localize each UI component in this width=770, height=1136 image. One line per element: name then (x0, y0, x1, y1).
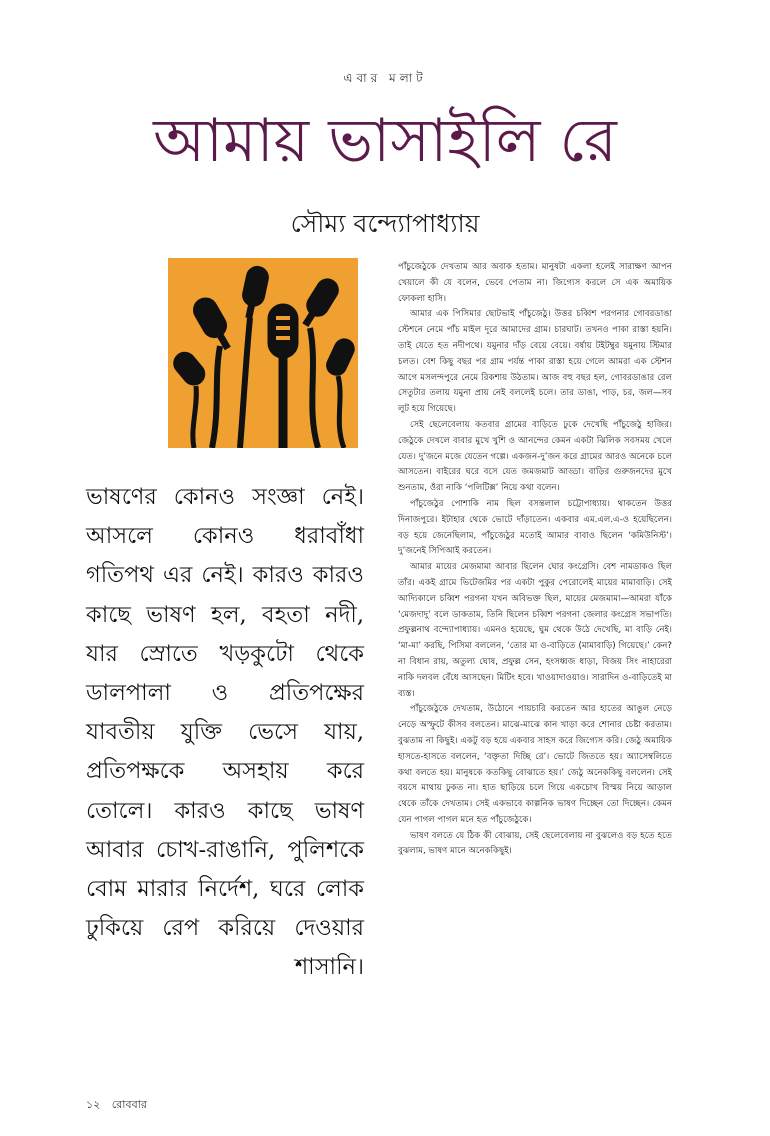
article-paragraph: সেই ছেলেবেলায় কতবার গ্রামের বাড়িতে ঢুকে দেখেছি পাঁচুজেঠু হাজির। জেঠুকে দেখলে বাবার মুখে খুশি ও আনন্দের কেমন একটা ঝিলিক সবসময় খেলে যেত। দু’জনে মজে যেতেন গল্পে। একজন-দু’জন করে গ্রামের আরও অনেকে চলে আসতেন। বাইরের ঘরে বসে যেত জমজমাট আড্ডা। বাড়ির গুরুজনদের মুখে শুনতাম, ওঁরা নাকি ‘পলিটিক্স’ নিয়ে কথা বলেন। (398, 419, 672, 494)
microphone-4 (296, 275, 342, 331)
article-paragraph: পাঁচুজেঠুকে দেখতাম আর অবাক হতাম। মানুষটা একলা হলেই সারাক্ষণ আপন খেয়ালে কী যে বলেন, ভেবে পেতাম না। জিগ্যেস করলে সে এক অমায়িক ফোকলা হাসি। (398, 262, 672, 304)
page-number: ১২ (86, 1098, 101, 1111)
section-kicker: এবার মলাট (343, 71, 427, 85)
publication-section: রোববার (111, 1098, 147, 1111)
microphone-6 (323, 336, 357, 379)
pull-quote: ভাষণের কোনও সংজ্ঞা নেই। আসলে কোনও ধরাবাঁধা গতিপথ এর নেই। কারও কারও কাছে ভাষণ হল, বহতা নদী, যার স্রোতে খড়কুটো থেকে ডালপালা ও প্রতিপক্ষের যাবতীয় যুক্তি ভেসে যায়, প্রতিপক্ষকে অসহায় করে তোলে। কারও কাছে ভাষণ আবার চোখ-রাঙানি, পুলিশকে বোম মারার নির্দেশ, ঘরে লোক ঢুকিয়ে রেপ করিয়ে দেওয়ার শাসানি। (86, 484, 364, 981)
article-paragraph: পাঁচুজেঠুর পোশাকি নাম ছিল বসন্তলাল চট্টোপাধ্যায়। থাকতেন উত্তর দিনাজপুরে। ইটাহার থেকে ভোটে দাঁড়াতেন। একবার এম.এল.এ-ও হয়েছিলেন। বড় হয়ে জেনেছিলাম, পাঁচুজেঠুর মতোই আমার বাবাও ছিলেন ‘কমিউনিস্ট’। দু’জনেই সিপিআই করতেন। (398, 498, 672, 557)
article-paragraph: ভাষণ বলতে যে ঠিক কী বোঝায়, সেই ছেলেবেলায় না বুঝলেও বড় হতে হতে বুঝলাম, ভাষণ মানে অনেককিছুই। (398, 830, 672, 857)
microphone-2 (238, 264, 270, 319)
article-title: আমায় ভাসাইলি রে (153, 106, 617, 176)
microphone-3 (268, 304, 298, 448)
author-byline: সৌম্য বন্দ্যোপাধ্যায় (290, 209, 480, 238)
microphones-icon (168, 258, 358, 448)
page-footer (86, 1096, 147, 1115)
microphone-5 (169, 348, 209, 390)
article-paragraph: আমার মায়ের মেজমামা আবার ছিলেন ঘোর কংগ্রেসি। বেশ নামডাকও ছিল তাঁর। একই গ্রামে ভিটেজমির পর একটা পুকুর পেরোলেই মায়ের মামাবাড়ি। সেই আদ্যিকালে চব্বিশ পরগনা যখন অবিভক্ত ছিল, মায়ের মেজমামা—আমরা যাঁকে ‘মেজদাদু’ বলে ডাকতাম, তিনি ছিলেন চব্বিশ পরগনা জেলার কংগ্রেস সভাপতি। প্রফুল্লনাথ বন্দ্যোপাধ্যায়। এমনও হয়েছে, ঘুম থেকে উঠে দেখেছি, মা বাড়ি নেই। ‘মা-মা’ করছি, পিসিমা বললেন, ‘তোর মা ও-বাড়িতে (মামাবাড়ি) গিয়েছে।’ কেন? না বিধান রায়, অতুল্য ঘোষ, প্রফুল্ল সেন, হংসধ্বজ ধাড়া, বিজয় সিং নাহারেরা নাকি দলবল বেঁধে আসছেন। মিটিং হবে। খাওয়াদাওয়াও। সারাদিন ও-বাড়িতেই মা ব্যস্ত। (398, 562, 672, 699)
microphone-1 (189, 294, 238, 354)
article-paragraph: পাঁচুজেঠুকে দেখতাম, উঠোনে পায়চারি করতেন আর হাতের আঙুল নেড়ে নেড়ে অস্ফুটে কীসব বলতেন। মাঝে-মাঝে কান খাড়া করে শোনার চেষ্টা করতাম। বুঝতাম না কিছুই। একটু বড় হয়ে একবার সাহস করে জিগ্যেস করি। জেঠু অমায়িক হাসতে-হাসতে বললেন, ‘বক্তৃতা দিচ্ছি রে’। ভোটে জিততে হয়। অ্যাসেম্বলিতে কথা বলতে হয়। মানুষকে কতকিছু বোঝাতে হয়।’ জেঠু অনেককিছু বললেন। সেই বয়সে মাথায় ঢুকত না। হাত ছাড়িয়ে চলে গিয়ে একচোখ বিস্ময় নিয়ে আড়াল থেকে তাঁকে দেখতাম। সেই একভাবে কাল্পনিক ভাষণ দিচ্ছেন তো দিচ্ছেন। কেমন যেন পাগল পাগল মনে হত পাঁচুজেঠুকে। (398, 704, 672, 825)
article-body (398, 260, 672, 860)
article-paragraph: আমার এক পিসিমার ছোটভাই পাঁচুজেঠু। উত্তর চব্বিশ পরগনার গোবরডাঙা স্টেশনে নেমে পাঁচ মাইল দূরে আমাদের গ্রাম। চারঘাট। তখনও পাকা রাস্তা হয়নি। তাই যেতে হত নদীপথে। যমুনার দাঁড় বেয়ে বেয়ে। বর্ষায় টইটম্বুর যমুনায় স্টিমার চলত। বেশ কিছু বছর পর গ্রাম পর্যন্ত পাকা রাস্তা হয়ে গেলে আমরা এক স্টেশন আগে মসলন্দপুরে নেমে রিকশায় উঠতাম। আজ বহু বছর হল, গোবরডাঙার রেল সেতুটার তলায় যমুনা প্রায় নেই বললেই চলে। তার ডাঙা, পাড়, চর, জল—সব লুট হয়ে গিয়েছে। (398, 309, 672, 415)
microphone-stands-illustration (168, 258, 358, 448)
